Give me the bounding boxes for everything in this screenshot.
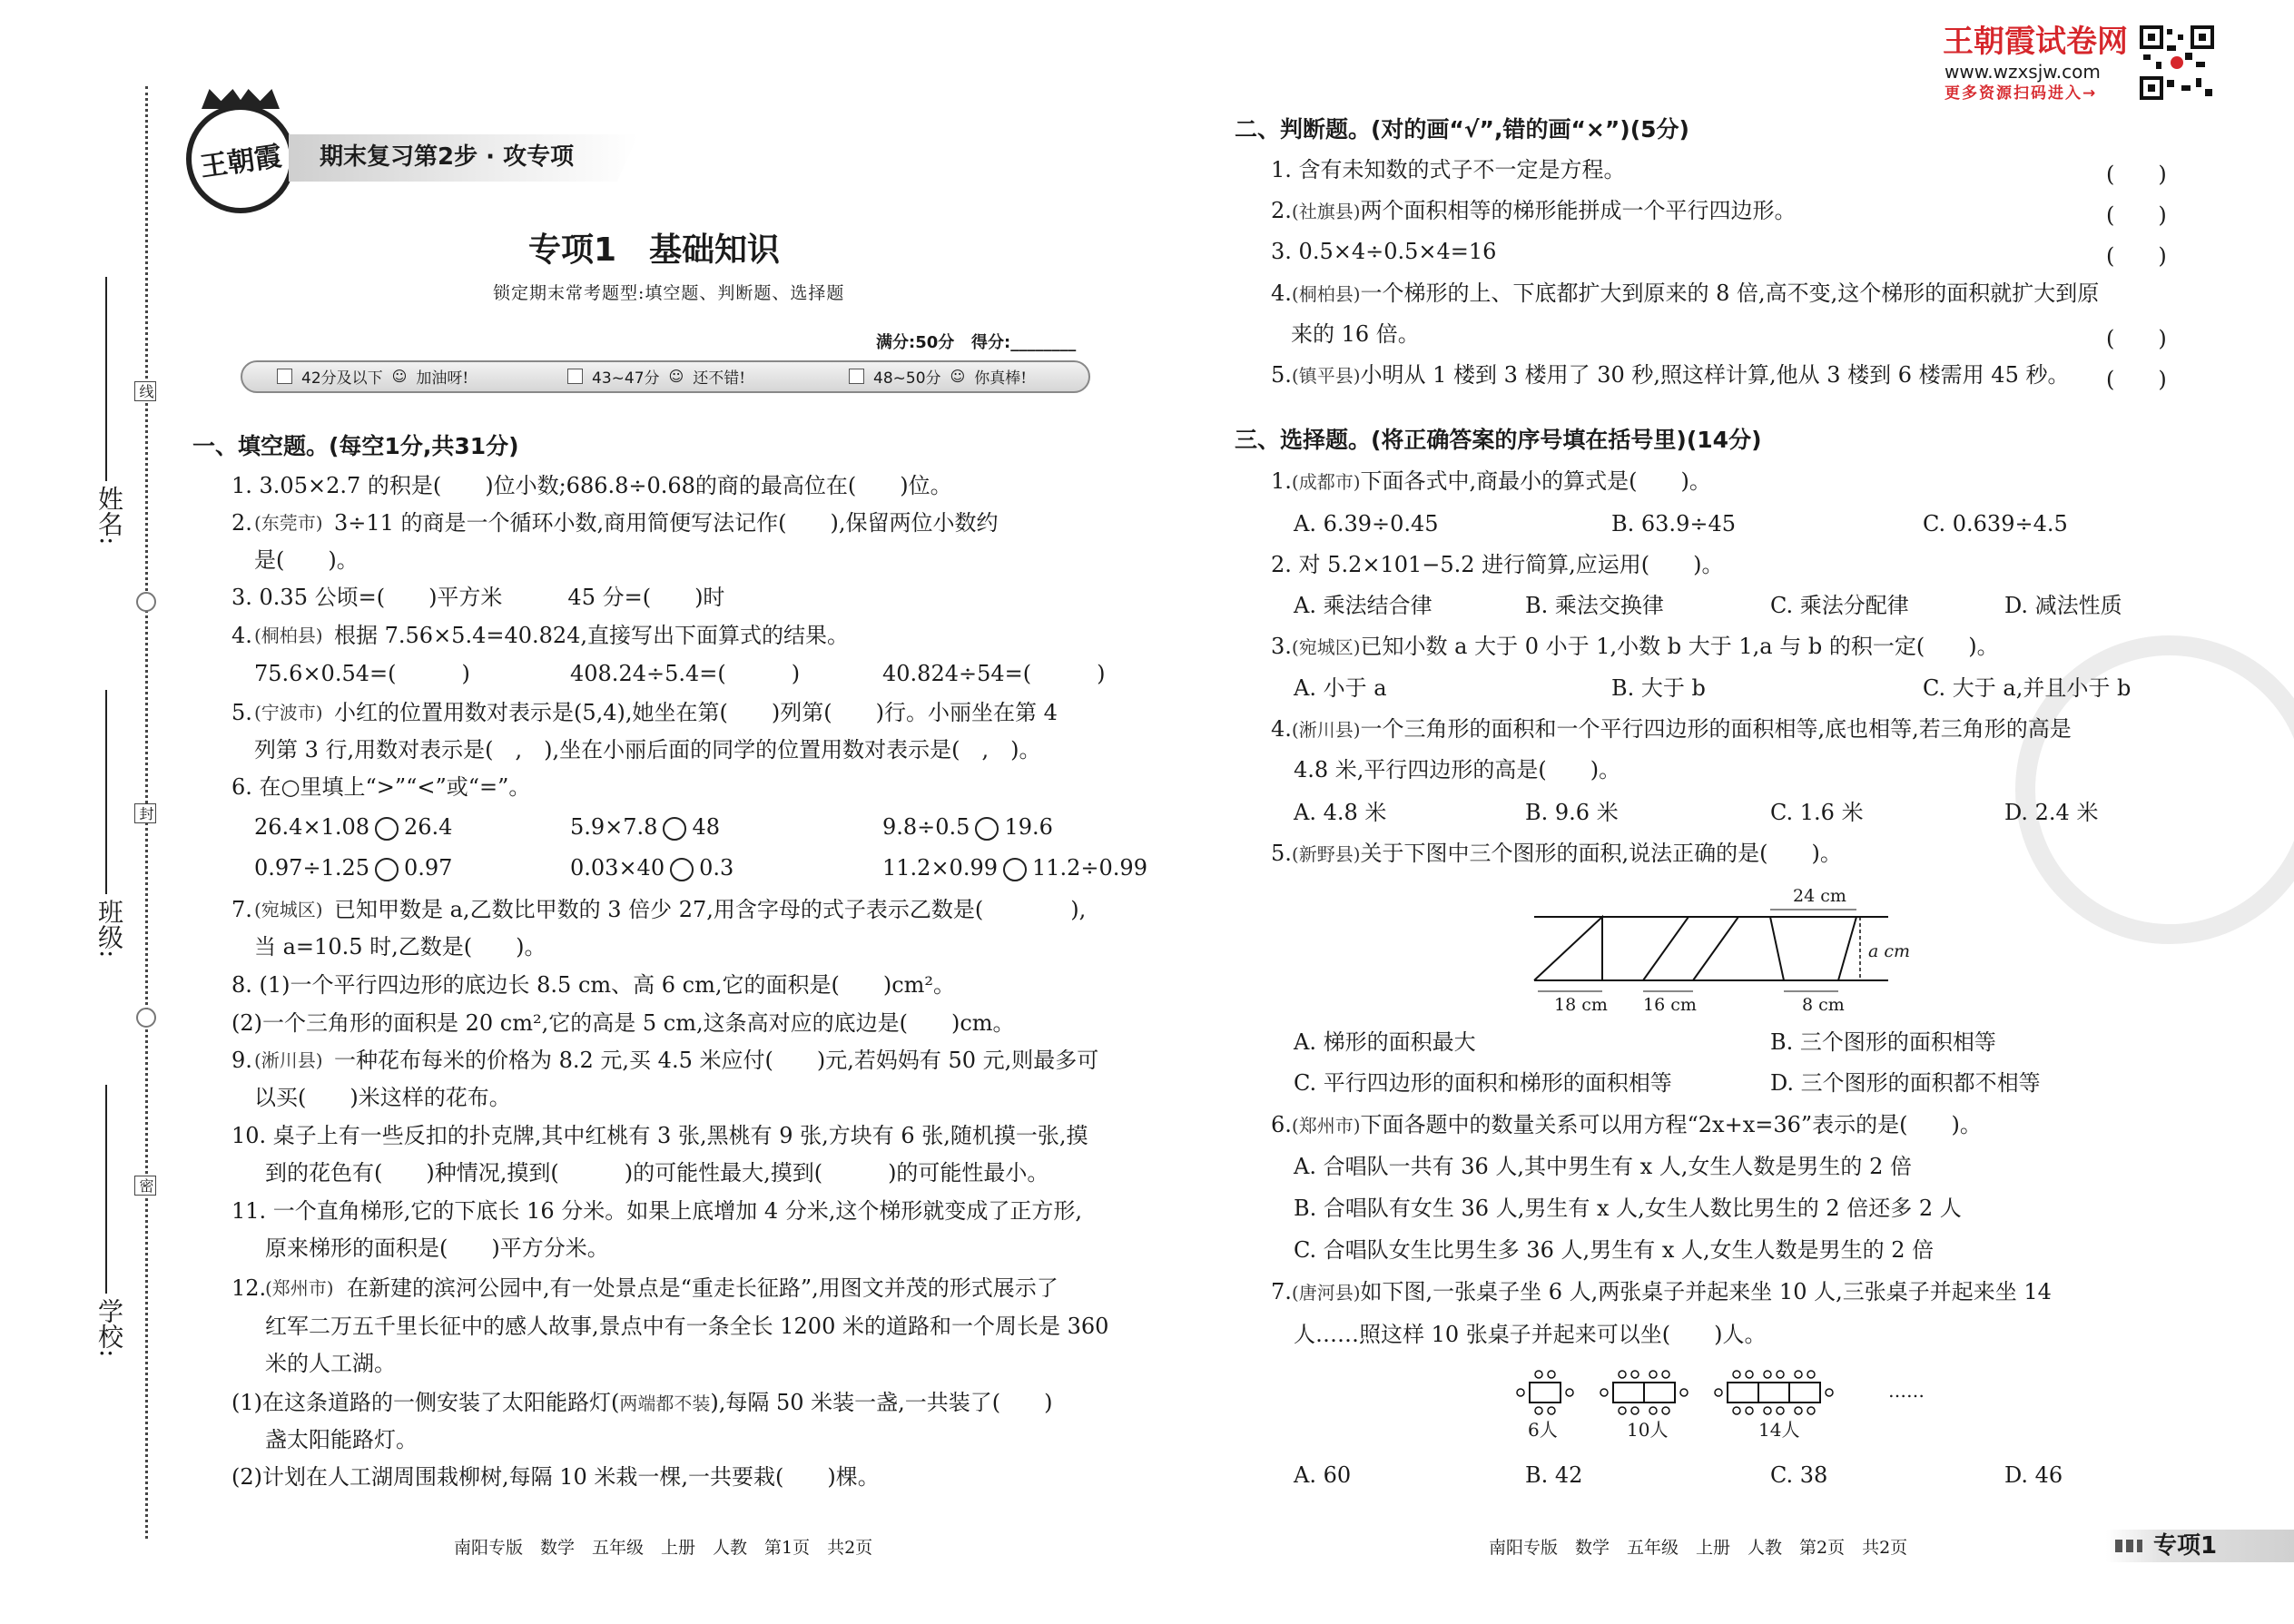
q1-6-row2c [882,854,1147,881]
sub-note: 两端都不装 [619,1393,711,1414]
binding-mark-feng: 封 [134,803,156,823]
name-label: 姓名: [94,486,124,546]
expr: 0.97 [403,855,453,881]
q1-4-text: 根据 7.56×5.4=40.824,直接写出下面算式的结果。 [334,623,850,648]
section3-heading: 三、选择题。(将正确答案的序号填在括号里)(14分) [1235,427,1762,453]
q1-2-num: 2. [231,510,252,536]
source: (桐柏县) [1291,283,1361,305]
choice-1-opt-a[interactable]: A. 6.39÷0.45 [1294,511,1439,536]
source: (成都市) [1291,471,1361,493]
choice-7-opt-d[interactable]: D. 46 [2004,1462,2063,1488]
logo-crown [202,89,280,109]
rating-range: 48~50分 [873,369,941,388]
num: 4. [1271,281,1292,306]
num: 3. [1271,634,1292,659]
expr: 19.6 [1004,814,1053,840]
choice-2-opt-a[interactable]: A. 乘法结合律 [1294,593,1433,618]
q1-2-text2: 是( )。 [254,547,359,573]
q1-8-2: (2)一个三角形的面积是 20 cm²,它的高是 5 cm,这条高对应的底边是( )cm。 [231,1010,1015,1036]
choice-4-opt-b[interactable]: B. 9.6 米 [1525,800,1619,825]
q1-9-num: 9. [231,1048,252,1073]
text: 下面各式中,商最小的算式是( )。 [1360,468,1711,494]
rating-tag: 加油呀! [416,369,469,388]
binding-mark-mi: 密 [134,1176,156,1196]
source: (唐河县) [1291,1282,1361,1304]
rating-option-1[interactable] [277,365,468,388]
judge-4-text2: 来的 16 倍。 [1291,321,1420,347]
q1-12-text2: 红军二万五千里长征中的感人故事,景点中有一条全长 1200 米的道路和一个周长是 360 [265,1314,1109,1339]
source: (镇平县) [1291,365,1361,387]
rating-tag: 还不错! [693,369,746,388]
tables-figure [1511,1366,1856,1421]
footer-right: 南阳专版 数学 五年级 上册 人教 第2页 共2页 [1489,1538,1908,1558]
banner-text: 期末复习第2步 · 攻专项 [320,143,575,171]
q1-6-row2b [570,854,733,881]
judge-2 [1271,197,1797,225]
num: 1. [1271,157,1292,182]
q1-1: 1. 3.05×2.7 的积是( )位小数;686.8÷0.68的商的最高位在( )位。 [231,473,952,498]
brand-tip: 更多资源扫码进入→ [1944,84,2098,103]
q1-4-num: 4. [231,623,252,648]
expr: 48 [692,814,720,840]
num: 5. [1271,362,1292,388]
fig-top-label: 24 cm [1793,886,1846,906]
judge-5 [1271,361,2069,389]
choice-1-opt-b[interactable]: B. 63.9÷45 [1611,511,1736,536]
fig-b3-label: 8 cm [1802,995,1845,1015]
source: (郑州市) [1291,1115,1361,1137]
source: (社旗县) [1291,201,1361,222]
compare-circle[interactable] [975,817,999,841]
num: 2. [1271,198,1292,223]
q1-9-text2: 以买( )米这样的花布。 [254,1085,511,1110]
brand-url: www.wzxsjw.com [1944,61,2101,83]
smile-icon: ☺ [950,368,966,385]
q1-4-source: (桐柏县) [254,625,323,646]
choice-6-opt-b[interactable]: B. 合唱队有女生 36 人,男生有 x 人,女生人数比男生的 2 倍还多 2 人 [1294,1196,1962,1221]
tables-label-3: 14人 [1758,1419,1800,1441]
choice-5-opt-a[interactable]: A. 梯形的面积最大 [1294,1029,1476,1055]
q1-12-text3: 米的人工湖。 [265,1351,396,1376]
fig-side-label: a cm [1868,941,1911,961]
q1-12-num: 12. [231,1275,267,1301]
choice-7 [1271,1278,2052,1306]
choice-1-opt-c[interactable]: C. 0.639÷4.5 [1923,511,2068,536]
num: 2. [1271,552,1292,577]
source: (淅川县) [1291,719,1361,741]
choice-2-opt-b[interactable]: B. 乘法交换律 [1525,593,1664,618]
score-full: 满分:50分 [876,333,955,352]
brand-name: 王朝霞试卷网 [1943,24,2128,60]
choice-6-opt-c[interactable]: C. 合唱队女生比男生多 36 人,男生有 x 人,女生人数是男生的 2 倍 [1294,1237,1935,1263]
q1-8-1: 8. (1)一个平行四边形的底边长 8.5 cm、高 6 cm,它的面积是( )cm²。 [231,972,956,998]
choice-3-opt-b[interactable]: B. 大于 b [1611,675,1706,701]
choice-5-opt-c[interactable]: C. 平行四边形的面积和梯形的面积相等 [1294,1070,1672,1096]
section1-heading: 一、填空题。(每空1分,共31分) [192,433,519,459]
tables-label-2: 10人 [1627,1419,1669,1441]
text: 小明从 1 楼到 3 楼用了 30 秒,照这样计算,他从 3 楼到 6 楼需用 45 秒。 [1360,362,2070,388]
compare-circle[interactable] [375,858,399,881]
choice-4 [1271,715,2072,743]
sub-text: (1)在这条道路的一侧安装了太阳能路灯( [231,1390,620,1415]
compare-circle[interactable] [663,817,686,841]
num: 6. [1271,1112,1292,1137]
rating-range: 42分及以下 [301,369,383,388]
q1-11: 11. 一个直角梯形,它的下底长 16 分米。如果上底增加 4 分米,这个梯形就变成了正方形, [231,1198,1083,1224]
judge-2-answer[interactable]: ( ) [2106,202,2167,228]
choice-7-opt-a[interactable]: A. 60 [1294,1462,1352,1488]
text: 对 5.2×101−5.2 进行简算,应运用( )。 [1298,552,1724,577]
choice-2 [1271,551,1724,578]
school-blank[interactable] [105,1085,107,1294]
choice-2-opt-d[interactable]: D. 减法性质 [2004,593,2122,618]
text: 含有未知数的式子不一定是方程。 [1298,157,1626,182]
expr: 26.4 [403,814,453,840]
footer-left: 南阳专版 数学 五年级 上册 人教 第1页 共2页 [454,1538,873,1558]
judge-1-answer[interactable]: ( ) [2106,162,2167,187]
judge-4 [1271,280,2099,308]
q1-3: 3. 0.35 公顷=( )平方米 45 分=( )时 [231,585,725,610]
q1-6-row1b [570,813,720,841]
logo-badge [186,104,295,213]
binding-ring [136,1008,156,1028]
q1-12-sub1-text2: 盏太阳能路灯。 [265,1427,418,1452]
q1-6: 6. 在○里填上“>”“<”或“=”。 [231,774,531,800]
num: 4. [1271,716,1292,742]
q1-5-num: 5. [231,700,252,725]
q1-4-b: 408.24÷5.4=( ) [570,661,801,686]
footer-tag-dots [2115,1540,2142,1552]
expr: 11.2×0.99 [882,855,998,881]
school-label: 学校: [94,1298,124,1358]
expr: 0.97÷1.25 [254,855,369,881]
expr: 26.4×1.08 [254,814,369,840]
compare-circle[interactable] [1003,858,1027,881]
num: 5. [1271,841,1292,866]
text: 一个梯形的上、下底都扩大到原来的 8 倍,高不变,这个梯形的面积就扩大到原 [1360,281,2100,306]
choice-5-opt-b[interactable]: B. 三个图形的面积相等 [1770,1029,1996,1055]
q1-6-row1c [882,813,1053,841]
binding-mark-xian: 线 [134,381,156,401]
q1-5-text: 小红的位置用数对表示是(5,4),她坐在第( )列第( )行。小丽坐在第 4 [334,700,1058,725]
choice-7-opt-c[interactable]: C. 38 [1770,1462,1828,1488]
choice-6 [1271,1111,1982,1139]
choice-5 [1271,840,1842,868]
text: 关于下图中三个图形的面积,说法正确的是( )。 [1360,841,1842,866]
judge-1 [1271,156,1626,183]
choice-1 [1271,468,1711,496]
compare-circle[interactable] [375,817,399,841]
tables-label-1: 6人 [1528,1419,1558,1441]
q1-12-sub2: (2)计划在人工湖周围栽柳树,每隔 10 米栽一棵,一共要栽( )棵。 [231,1464,880,1490]
checkbox[interactable] [849,369,864,384]
smile-icon: ☺ [668,368,684,385]
smile-icon: ☺ [391,368,408,385]
choice-4-opt-c[interactable]: C. 1.6 米 [1770,800,1864,825]
class-label: 班级: [94,899,124,959]
q1-9-source: (淅川县) [254,1049,323,1071]
expr: 11.2÷0.99 [1031,855,1147,881]
q1-12-text: 在新建的滨河公园中,有一处景点是“重走长征路”,用图文并茂的形式展示了 [347,1275,1058,1301]
q1-5-text2: 列第 3 行,用数对表示是( , ),坐在小丽后面的同学的位置用数对表示是( , )。 [254,737,1041,763]
q1-5-source: (宁波市) [254,702,323,723]
judge-4-answer[interactable]: ( ) [2106,326,2167,351]
choice-4-opt-d[interactable]: D. 2.4 米 [2004,800,2099,825]
text: 已知小数 a 大于 0 小于 1,小数 b 大于 1,a 与 b 的积一定( )。 [1360,634,1999,659]
q1-12-sub1 [231,1389,1053,1417]
choice-3-opt-a[interactable]: A. 小于 a [1294,675,1387,701]
q1-7-num: 7. [231,897,252,922]
source: (宛城区) [1291,636,1361,658]
q1-2-source: (东莞市) [254,512,323,534]
choice-7-opt-b[interactable]: B. 42 [1525,1462,1583,1488]
text: 下面各题中的数量关系可以用方程“2x+x=36”表示的是( )。 [1360,1112,1982,1137]
source: (新野县) [1291,843,1361,865]
text: 两个面积相等的梯形能拼成一个平行四边形。 [1360,198,1797,223]
q1-6-row1 [254,813,452,841]
fig-b2-label: 16 cm [1643,995,1697,1015]
page-subtitle: 锁定期末常考题型:填空题、判断题、选择题 [493,283,845,303]
judge-3-answer[interactable]: ( ) [2106,243,2167,269]
q1-2-text: 3÷11 的商是一个循环小数,商用简便写法记作( ),保留两位小数约 [334,510,999,536]
choice-6-opt-a[interactable]: A. 合唱队一共有 36 人,其中男生有 x 人,女生人数是男生的 2 倍 [1294,1154,1912,1179]
text: 0.5×4÷0.5×4=16 [1298,239,1497,264]
sub-text: ),每隔 50 米装一盏,一共装了( ) [710,1390,1053,1415]
choice-3-opt-c[interactable]: C. 大于 a,并且小于 b [1923,675,2132,701]
num: 1. [1271,468,1292,494]
q1-10: 10. 桌子上有一些反扣的扑克牌,其中红桃有 3 张,黑桃有 9 张,方块有 6 张,随机摸一张,摸 [231,1123,1088,1148]
num: 3. [1271,239,1292,264]
fig-b1-label: 18 cm [1554,995,1608,1015]
expr: 5.9×7.8 [570,814,658,840]
choice-5-opt-d[interactable]: D. 三个图形的面积都不相等 [1770,1070,2041,1096]
qr-code-icon[interactable] [2140,25,2214,100]
choice-4-text2: 4.8 米,平行四边形的高是( )。 [1294,757,1621,782]
section2-heading: 二、判断题。(对的画“√”,错的画“×”)(5分) [1235,116,1689,143]
rating-option-2[interactable] [567,365,745,388]
num: 7. [1271,1279,1292,1304]
checkbox[interactable] [567,369,583,384]
judge-5-answer[interactable]: ( ) [2106,367,2167,392]
q1-9-text: 一种花布每米的价格为 8.2 元,买 4.5 米应付( )元,若妈妈有 50 元,则最多可 [334,1048,1099,1073]
q1-7-text2: 当 a=10.5 时,乙数是( )。 [254,934,546,960]
rating-option-3[interactable] [849,365,1027,388]
compare-circle[interactable] [670,858,694,881]
binding-ring [136,592,156,612]
text: 如下图,一张桌子坐 6 人,两张桌子并起来坐 10 人,三张桌子并起来坐 14 [1360,1279,2052,1304]
q1-12-source: (郑州市) [265,1277,334,1299]
q1-11-text2: 原来梯形的面积是( )平方分米。 [265,1235,609,1261]
expr: 0.3 [699,855,734,881]
choice-3 [1271,633,1999,661]
name-blank[interactable] [105,277,107,481]
q1-10-text2: 到的花色有( )种情况,摸到( )的可能性最大,摸到( )的可能性最小。 [265,1160,1049,1186]
score-got[interactable]: 得分:________ [971,333,1077,352]
tables-ellipsis: …… [1888,1380,1925,1402]
expr: 0.03×40 [570,855,665,881]
choice-7-text2: 人……照这样 10 张桌子并起来可以坐( )人。 [1294,1322,1767,1347]
q1-4-c: 40.824÷54=( ) [882,661,1106,686]
rating-range: 43~47分 [592,369,660,388]
expr: 9.8÷0.5 [882,814,970,840]
q1-7-text: 已知甲数是 a,乙数比甲数的 3 倍少 27,用含字母的式子表示乙数是( ), [334,897,1087,922]
footer-tag: 专项1 [2153,1532,2218,1560]
q1-6-row2 [254,854,452,881]
class-blank[interactable] [105,690,107,894]
checkbox[interactable] [277,369,292,384]
judge-3 [1271,238,1496,265]
choice-4-opt-a[interactable]: A. 4.8 米 [1294,800,1387,825]
q1-7-source: (宛城区) [254,899,323,920]
q1-4-a: 75.6×0.54=( ) [254,661,470,686]
rating-tag: 你真棒! [974,369,1028,388]
page-title: 专项1 基础知识 [528,231,781,269]
text: 一个三角形的面积和一个平行四边形的面积相等,底也相等,若三角形的高是 [1360,716,2072,742]
choice-2-opt-c[interactable]: C. 乘法分配律 [1770,593,1909,618]
logo-text: 王朝霞 [198,140,284,184]
